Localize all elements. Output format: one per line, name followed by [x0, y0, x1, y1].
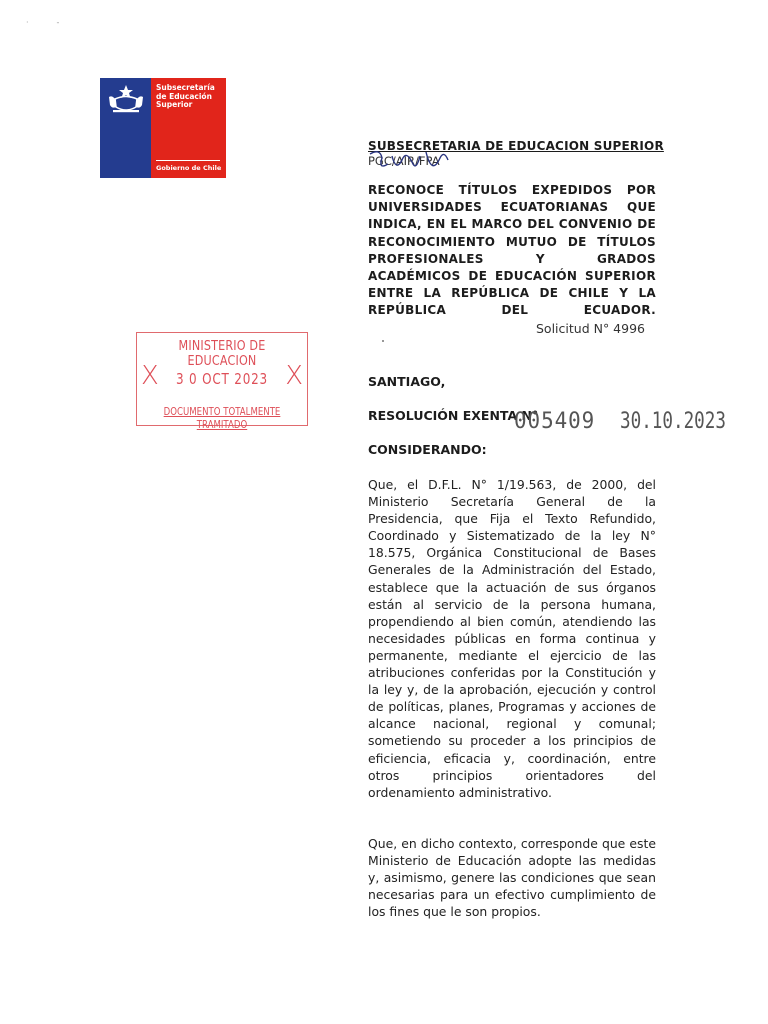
request-number: Solicitud N° 4996 — [536, 321, 645, 336]
handwritten-initials — [362, 146, 472, 176]
speck — [382, 340, 384, 342]
resolution-date: 30.10.2023 — [620, 409, 726, 434]
ministry-stamp — [136, 332, 308, 431]
org-title: SUBSECRETARIA DE EDUCACION SUPERIOR — [368, 139, 664, 153]
considering-heading: CONSIDERANDO: — [368, 442, 487, 457]
resolution-subject: RECONOCE TÍTULOS EXPEDIDOS POR UNIVERSIDADES ECUATORIANAS QUE INDICA, EN EL MARCO DEL CONVENIO DE RECONOCIMIENTO MUTUO DE TÍTULOS PROFESIONALES Y GRADOS ACADÉMICOS DE EDUCACIÓN SUPERIOR ENTRE LA REPÚBLICA DE CHILE Y LA REPÚBLICA DEL ECUADOR. — [368, 183, 656, 318]
reference-code: PGC/AIR/FPA — [368, 154, 440, 168]
paragraph-2: Que, en dicho contexto, corresponde que este Ministerio de Educación adopte las medidas y, asimismo, genere las condiciones que sean necesarias para un efectivo cumplimiento de los fines que le son propios. — [368, 836, 656, 920]
resolution-number: 005409 — [514, 409, 596, 434]
stamp-x-right: X — [285, 361, 303, 391]
paragraph-1: Que, el D.F.L. N° 1/19.563, de 2000, del Ministerio Secretaría General de la Presidencia, que Fija el Texto Refundido, Coordinado y Sistematizado de la ley N° 18.575, Orgánica Constitucional de Bases Generales de la Administración del Estado, establece que la actuación de sus órganos están al servicio de la persona humana, propendiendo al bien común, atendiendo las necesidades públicas en forma continua y permanente, mediante el ejercicio de las atribuciones conferidas por la Constitución y la ley y, de la aprobación, ejecución y control de políticas, planes, Programas y acciones de alcance nacional, regional y comunal; sometiendo su proceder a los principios de eficiencia, eficacia y, coordinación, entre otros principios orientadores del ordenamiento administrativo. — [368, 477, 656, 800]
stamp-title: MINISTERIO DE EDUCACION — [178, 339, 266, 369]
logo-footer: Gobierno de Chile — [156, 164, 222, 172]
stamp-date: 3 0 OCT 2023 — [175, 370, 268, 388]
logo-blue-panel — [100, 78, 151, 178]
logo-divider — [156, 160, 220, 161]
logo-text: Subsecretaría de Educación Superior — [156, 83, 215, 109]
place-line: SANTIAGO, — [368, 374, 446, 389]
resolution-label: RESOLUCIÓN EXENTA N° — [368, 408, 539, 423]
stamp-footer: DOCUMENTO TOTALMENTE TRAMITADO — [163, 405, 281, 431]
coat-of-arms-icon — [107, 83, 145, 115]
logo-red-panel — [151, 78, 226, 178]
gobierno-logo — [100, 78, 226, 178]
stamp-x-left: X — [141, 361, 159, 391]
scan-mark: · - — [26, 18, 60, 27]
